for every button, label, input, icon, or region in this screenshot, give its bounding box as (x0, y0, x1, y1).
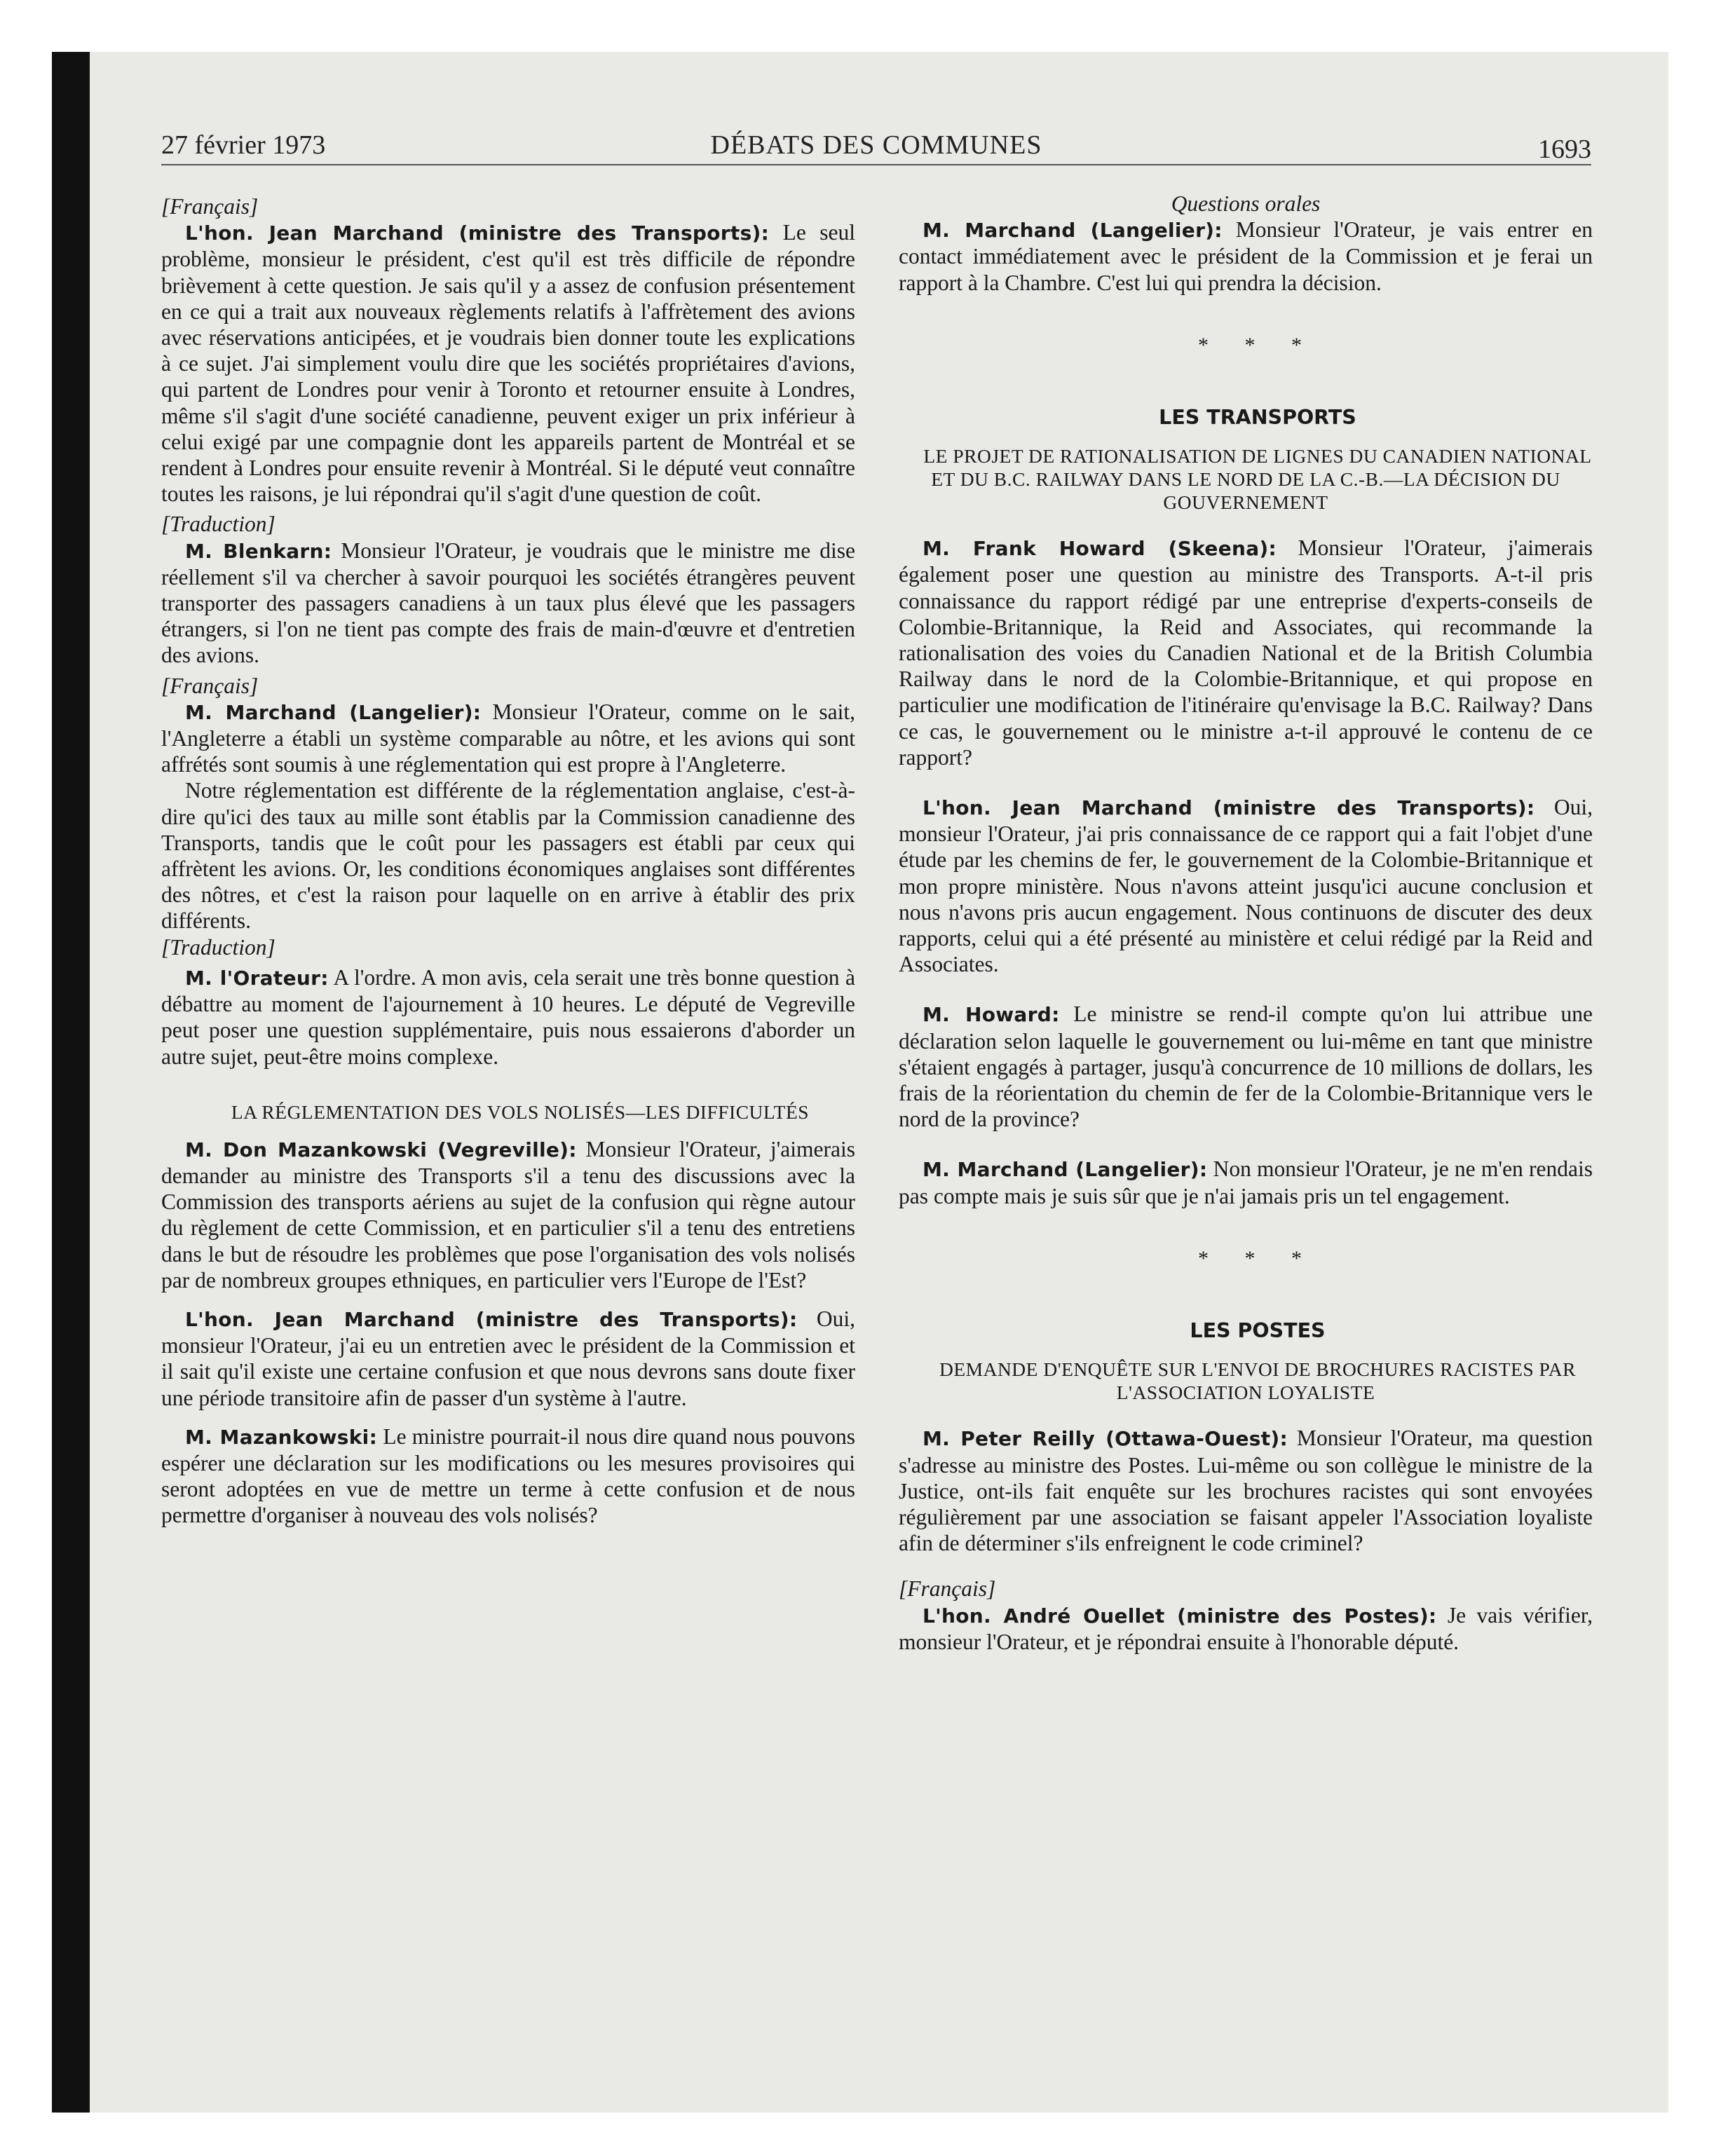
language-tag: [Français] (161, 673, 259, 698)
header-rule (161, 164, 1591, 165)
paragraph-text: Le ministre se rend-il compte qu'on lui attribue une déclaration selon laquelle le gouvernement ou lui-même en tant que ministre s'étaient engagés à partager, jusqu'à concurrence de 10 millions de dollars, les frais de la réorientation du chemin de fer de la Colombie-Britannique vers le nord de la province? (899, 1002, 1593, 1132)
paragraph (899, 1001, 1593, 1132)
paragraph-text: Le ministre pourrait-il nous dire quand nous pouvons espérer une déclaration sur les modifications ou les mesures provisoires qui seront adoptées en vue de mettre un terme à cette confusion et de nous permettre d'organiser à nouveau des vols nolisés? (161, 1424, 856, 1528)
section-separator: * * * (1198, 333, 1317, 357)
section-heading: LES TRANSPORTS (1159, 406, 1356, 430)
paragraph (161, 1424, 855, 1529)
speaker-name: M. Mazankowski: (185, 1425, 378, 1449)
speaker-name: L'hon. Jean Marchand (ministre des Transports): (923, 796, 1535, 820)
speaker-name: M. Howard: (923, 1003, 1060, 1027)
paragraph-text: Je vais vérifier, monsieur l'Orateur, et je répondrai ensuite à l'honorable député. (899, 1602, 1593, 1654)
paragraph (899, 535, 1593, 770)
paragraph (899, 1602, 1593, 1655)
speaker-name: L'hon. André Ouellet (ministre des Postes): (923, 1604, 1437, 1628)
speaker-name: M. Frank Howard (Skeena): (923, 537, 1277, 561)
speaker-name: M. Marchand (Langelier): (923, 1158, 1208, 1182)
subheading: LE PROJET DE RATIONALISATION DE LIGNES DU CANADIEN NATIONAL ET DU B.C. RAILWAY DANS LE NORD DE LA C.-B.—LA DÉCISION DU GOUVERNEMENT (923, 445, 1592, 514)
paragraph (161, 219, 855, 507)
paragraph (161, 1306, 855, 1411)
subheading: DEMANDE D'ENQUÊTE SUR L'ENVOI DE BROCHURES RACISTES PAR L'ASSOCIATION LOYALISTE (939, 1358, 1577, 1404)
speaker-name: L'hon. Jean Marchand (ministre des Transports): (185, 1307, 798, 1331)
paragraph: Notre réglementation est différente de la réglementation anglaise, c'est-à-dire qu'ici des taux au mille sont établis par la Commission canadienne des Transports, tandis que le coût pour les passagers est établi par ceux qui affrètent les avions. Or, les conditions économiques anglaises sont différentes des nôtres, et c'est la raison pour laquelle on en arrive à établir des prix différents. (161, 778, 855, 934)
paragraph (161, 964, 855, 1070)
paragraph (161, 538, 855, 669)
speaker-name: M. Marchand (Langelier): (923, 219, 1223, 243)
paragraph-text: Monsieur l'Orateur, comme on le sait, l'Angleterre a établi un système comparable au nôtre, et les avions qui sont affrétés sont soumis à une réglementation qui est propre à l'Angleterre. (161, 699, 855, 777)
language-tag: [Traduction] (161, 512, 275, 537)
paragraph (161, 1136, 855, 1293)
paragraph-text: Non monsieur l'Orateur, je ne m'en rendais pas compte mais je suis sûr que je n'ai jamais pris un tel engagement. (899, 1157, 1593, 1208)
paragraph-text: A l'ordre. A mon avis, cela serait une très bonne question à débattre au moment de l'ajournement à 10 heures. Le député de Vegreville peut poser une question supplémentaire, puis nous essaierons d'aborder un autre sujet, peut-être moins complexe. (161, 964, 855, 1069)
section-separator: * * * (1198, 1246, 1317, 1270)
paragraph-text: Monsieur l'Orateur, j'aimerais demander au ministre des Transports s'il a tenu des discussions avec la Commission des transports aériens au sujet de la confusion qui règne autour du règlement de cette Commission, et en particulier s'il a tenu des entretiens dans le but de résoudre les problèmes que pose l'organisation des vols nolisés par de nombreux groupes ethniques, en particulier vers l'Europe de l'Est? (161, 1136, 855, 1292)
paragraph (899, 1425, 1593, 1556)
paragraph (899, 794, 1593, 977)
header-date: 27 février 1973 (161, 130, 326, 160)
speaker-name: M. l'Orateur: (185, 966, 329, 990)
page-number: 1693 (1538, 135, 1591, 164)
paragraph (899, 1156, 1593, 1208)
subheading: LA RÉGLEMENTATION DES VOLS NOLISÉS—LES DIFFICULTÉS (231, 1100, 810, 1123)
paragraph-text: Oui, monsieur l'Orateur, j'ai pris connaissance de ce rapport qui a fait l'objet d'une étude par les chemins de fer, le gouvernement de la Colombie-Britannique et mon propre ministère. Nous n'avons atteint jusqu'ici aucune conclusion et nous n'avons pris aucun engagement. Nous continuons de discuter des deux rapports, celui qui a été présenté au ministère et celui rédigé par la Reid and Associates. (899, 795, 1593, 977)
language-tag: [Français] (161, 194, 259, 219)
speaker-name: M. Marchand (Langelier): (185, 700, 482, 724)
scan-edge (52, 52, 90, 2113)
header-title: DÉBATS DES COMMUNES (710, 130, 1042, 160)
paragraph (161, 699, 855, 778)
paragraph-text: Oui, monsieur l'Orateur, j'ai eu un entretien avec le président de la Commission et il sait qu'il existe une certaine confusion et que nous devrons sans doute fixer une période transitoire afin de passer d'un système à l'autre. (161, 1306, 856, 1410)
paragraph-text: Monsieur l'Orateur, je vais entrer en contact immédiatement avec le président de la Commission et je ferai un rapport à la Chambre. C'est lui qui prendra la décision. (899, 217, 1593, 295)
paragraph-text: Monsieur l'Orateur, j'aimerais également poser une question au ministre des Transports. A-t-il pris connaissance du rapport rédigé par une entreprise d'experts-conseils de Colombie-Britannique, la Reid and Associates, qui recommande la rationalisation des voies du Canadien National et de la British Columbia Railway dans le nord de la Colombie-Britannique, et qui propose en particulier une modification de l'itinéraire qu'envisage la B.C. Railway? Dans ce cas, le gouvernement ou le ministre a-t-il approuvé le contenu de ce rapport? (899, 535, 1593, 770)
right-column (899, 191, 1593, 1655)
left-column (161, 193, 855, 1529)
speaker-name: M. Peter Reilly (Ottawa-Ouest): (923, 1427, 1288, 1451)
paragraph-text: Le seul problème, monsieur le président, c'est qu'il est très difficile de répondre brièvement à cette question. Je sais qu'il y a assez de confusion présentement en ce qui a trait aux nouveaux règlements relatifs à l'affrètement des avions avec réservations anticipées, et je voudrais bien donner toute les explications à ce sujet. J'ai simplement voulu dire que les sociétés propriétaires d'avions, qui partent de Londres pour venir à Toronto et retourner ensuite à Londres, même s'il s'agit d'une société canadienne, peuvent exiger un prix inférieur à celui exigé par une compagnie dont les appareils partent de Montréal et se rendent à Londres pour ensuite revenir à Montréal. Si le député veut connaître toutes les raisons, je lui répondrai qu'il s'agit d'une question de coût. (161, 220, 856, 507)
speaker-name: M. Don Mazankowski (Vegreville): (185, 1138, 577, 1161)
paragraph (899, 217, 1593, 296)
running-head: Questions orales (1171, 191, 1321, 216)
speaker-name: M. Blenkarn: (185, 539, 332, 563)
paragraph-text: Monsieur l'Orateur, ma question s'adresse au ministre des Postes. Lui-même ou son collègue le ministre de la Justice, ont-ils fait enquête sur les brochures racistes qui sont envoyées régulièrement par une association se faisant appeler l'Association loyaliste afin de déterminer s'ils enfreignent le code criminel? (899, 1426, 1593, 1556)
page-header (161, 130, 1591, 166)
paragraph-text: Monsieur l'Orateur, je voudrais que le ministre me dise réellement s'il va chercher à savoir pourquoi les sociétés étrangères peuvent transporter des passagers canadiens à un taux plus élevé que les passagers étrangers, si l'on ne tient pas compte des frais de main-d'œuvre et d'entretien des avions. (161, 538, 855, 668)
speaker-name: L'hon. Jean Marchand (ministre des Transports): (185, 221, 770, 245)
language-tag: [Français] (899, 1576, 996, 1602)
language-tag: [Traduction] (161, 934, 275, 960)
section-heading: LES POSTES (1190, 1319, 1326, 1343)
